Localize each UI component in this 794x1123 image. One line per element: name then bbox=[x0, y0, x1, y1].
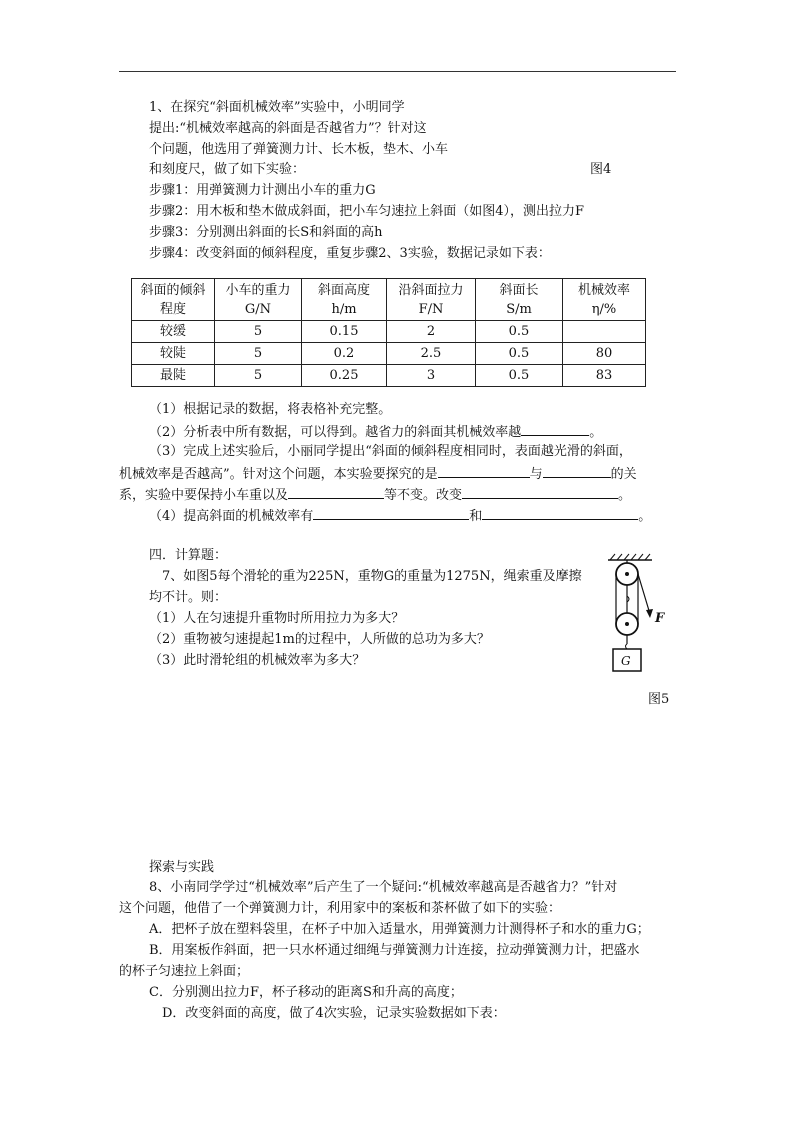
q1-sub-2: （2）分析表中所有数据，可以得到。越省力的斜面其机械效率越 。 bbox=[149, 421, 602, 443]
table-cell-blank bbox=[563, 321, 646, 343]
table-cell: 5 bbox=[215, 365, 302, 387]
answer-blank[interactable] bbox=[438, 463, 530, 478]
q8-step-d: D．改变斜面的高度，做了4次实验，记录实验数据如下表： bbox=[162, 1006, 506, 1021]
table-header-cell: 沿斜面拉力 F/N bbox=[387, 279, 476, 321]
figure-5-label: 图5 bbox=[648, 692, 670, 707]
q1-sub-4: （4）提高斜面的机械效率有 和 。 bbox=[149, 505, 651, 527]
q1-step-2: 步骤2：用木板和垫木做成斜面，把小车匀速拉上斜面（如图4），测出拉力F bbox=[149, 204, 585, 219]
q8-line-2: 这个问题，他借了一个弹簧测力计，利用家中的案板和茶杯做了如下的实验： bbox=[119, 901, 562, 916]
section-4-title: 四．计算题： bbox=[149, 548, 228, 563]
q8-step-b-line-2: 的杯子匀速拉上斜面； bbox=[119, 964, 250, 979]
answer-blank[interactable] bbox=[521, 421, 589, 436]
table-cell: 0.5 bbox=[476, 343, 563, 365]
answer-blank[interactable] bbox=[288, 484, 384, 499]
q7-line-1: 7、如图5每个滑轮的重为225N，重物G的重量为1275N，绳索重及摩擦 bbox=[162, 569, 582, 584]
table-cell: 5 bbox=[215, 343, 302, 365]
table-header-cell: 斜面的倾斜 程度 bbox=[132, 279, 215, 321]
table-header-cell: 斜面高度 h/m bbox=[302, 279, 387, 321]
q8-step-a: A．把杯子放在塑料袋里，在杯子中加入适量水，用弹簧测力计测得杯子和水的重力G； bbox=[149, 922, 650, 937]
table-cell: 5 bbox=[215, 321, 302, 343]
table-header-cell: 机械效率 η/% bbox=[563, 279, 646, 321]
table-row bbox=[132, 321, 646, 343]
q1-intro-line-4: 和刻度尺，做了如下实验： bbox=[149, 162, 306, 177]
q1-sub-3-line-3: 系，实验中要保持小车重以及 等不变。改变 。 bbox=[119, 484, 631, 506]
figure-4-label: 图4 bbox=[590, 162, 612, 177]
table-cell: 0.5 bbox=[476, 365, 563, 387]
incline-data-table bbox=[131, 278, 646, 387]
force-label: F bbox=[655, 611, 665, 626]
q1-intro-line-2: 提出:“机械效率越高的斜面是否越省力”？针对这 bbox=[149, 121, 427, 136]
q1-sub-3-line-1: （3）完成上述实验后，小丽同学提出“斜面的倾斜程度相同时，表面越光滑的斜面， bbox=[149, 444, 632, 459]
table-cell: 0.15 bbox=[302, 321, 387, 343]
weight-label: G bbox=[621, 654, 631, 668]
q1-step-3: 步骤3：分别测出斜面的长S和斜面的高h bbox=[149, 225, 383, 240]
table-cell: 83 bbox=[563, 365, 646, 387]
explore-title: 探索与实践 bbox=[149, 860, 215, 875]
table-cell: 0.25 bbox=[302, 365, 387, 387]
table-header-cell: 斜面长 S/m bbox=[476, 279, 563, 321]
answer-blank[interactable] bbox=[543, 463, 611, 478]
table-cell: 0.2 bbox=[302, 343, 387, 365]
q1-step-4: 步骤4：改变斜面的倾斜程度，重复步骤2、3实验，数据记录如下表： bbox=[149, 246, 551, 261]
table-header-cell: 小车的重力 G/N bbox=[215, 279, 302, 321]
table-cell: 3 bbox=[387, 365, 476, 387]
table-cell: 较缓 bbox=[132, 321, 215, 343]
force-arrow-icon bbox=[646, 609, 653, 618]
q1-step-1: 步骤1：用弹簧测力计测出小车的重力G bbox=[149, 183, 376, 198]
q7-sub-2: （2）重物被匀速提起1m的过程中，人所做的总功为多大？ bbox=[149, 632, 490, 647]
pulley-system-figure bbox=[600, 552, 690, 678]
table-cell: 80 bbox=[563, 343, 646, 365]
table-header-row bbox=[132, 279, 646, 321]
table-cell: 最陡 bbox=[132, 365, 215, 387]
answer-blank[interactable] bbox=[313, 505, 469, 520]
q8-step-b-line-1: B．用案板作斜面，把一只水杯通过细绳与弹簧测力计连接，拉动弹簧测力计，把盛水 bbox=[149, 943, 640, 958]
q8-step-c: C．分别测出拉力F，杯子移动的距离S和升高的高度； bbox=[149, 985, 463, 1000]
answer-blank[interactable] bbox=[462, 484, 618, 499]
table-cell: 0.5 bbox=[476, 321, 563, 343]
table-cell: 2.5 bbox=[387, 343, 476, 365]
ceiling-hatch bbox=[610, 554, 650, 560]
pull-rope bbox=[638, 574, 650, 614]
table-row bbox=[132, 365, 646, 387]
q1-intro-line-1: 1、在探究“斜面机械效率”实验中，小明同学 bbox=[149, 100, 405, 115]
q1-sub-1: （1）根据记录的数据，将表格补充完整。 bbox=[149, 402, 392, 417]
q7-sub-3: （3）此时滑轮组的机械效率为多大？ bbox=[149, 653, 366, 668]
q7-line-2: 均不计。则： bbox=[149, 590, 228, 605]
table-row bbox=[132, 343, 646, 365]
q8-line-1: 8、小南同学学过“机械效率”后产生了一个疑问:“机械效率越高是否越省力？”针对 bbox=[149, 880, 618, 895]
table-cell: 较陡 bbox=[132, 343, 215, 365]
q7-sub-1: （1）人在匀速提升重物时所用拉力为多大？ bbox=[149, 611, 405, 626]
answer-blank[interactable] bbox=[482, 505, 638, 520]
q1-intro-line-3: 个问题，他选用了弹簧测力计、长木板，垫木、小车 bbox=[149, 142, 449, 157]
table-cell: 2 bbox=[387, 321, 476, 343]
header-rule bbox=[119, 71, 676, 72]
q1-sub-3-line-2: 机械效率是否越高”。针对这个问题，本实验要探究的是 与 的关 bbox=[119, 463, 637, 485]
